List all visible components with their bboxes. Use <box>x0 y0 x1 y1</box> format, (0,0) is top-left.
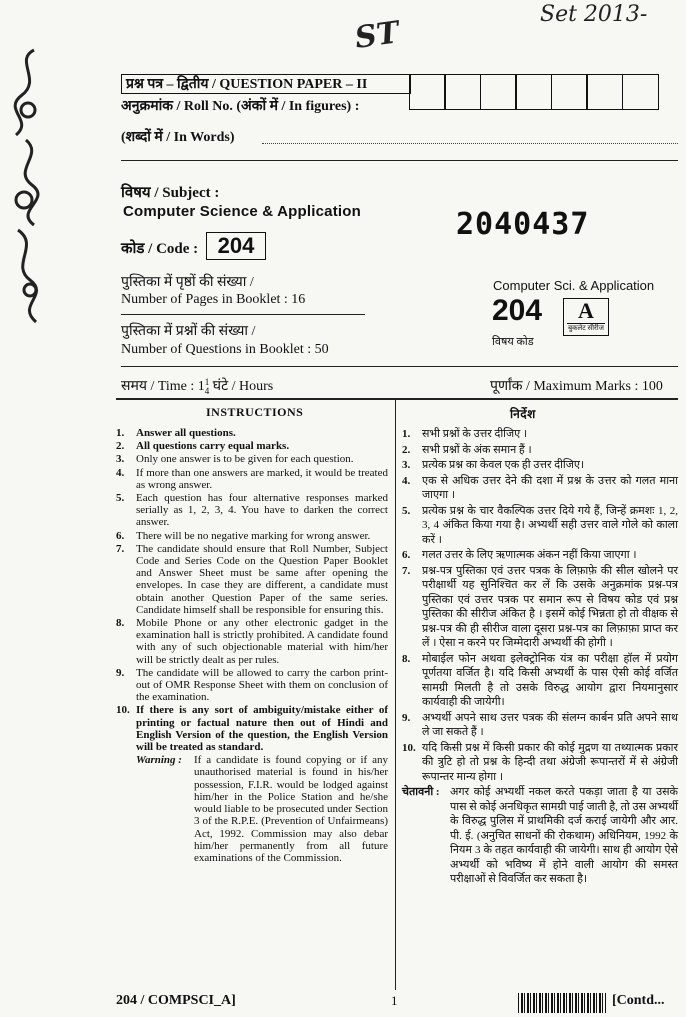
instruction-number: 9. <box>116 666 125 679</box>
instruction-number: 1. <box>402 428 411 440</box>
subject-name: Computer Science & Application <box>123 203 361 220</box>
instruction-item <box>116 543 388 616</box>
code-label: कोड / Code : <box>121 241 199 257</box>
instruction-item <box>116 440 388 452</box>
pages-label-hindi: पुस्तिका में पृष्ठों की संख्या / <box>121 275 254 290</box>
contd-label: [Contd... <box>612 993 665 1008</box>
instruction-item <box>402 741 678 785</box>
instruction-number: 7. <box>116 542 125 555</box>
instruction-item <box>402 652 678 710</box>
instruction-text: There will be no negative marking for wrong answer. <box>136 529 371 542</box>
divider <box>121 366 678 367</box>
instruction-item <box>116 530 388 542</box>
handwritten-set-note: Set 2013- <box>540 2 648 27</box>
warning-text-hindi: अगर कोई अभ्यर्थी नकल करते पकड़ा जाता है या उसके पास से कोई अनधिकृत सामग्री पाई जाती है, तो उस अभ्यर्थी के विरुद्ध पुलिस में प्राथमिकी दर्ज कराई जायेगी और आर. पी. ई. (अनुचित साधनों की रोकथाम) अधिनियम, 1992 के नियम 3 के तहत कार्यवाही की जायेगी। साथ ही आयोग ऐसे अभ्यर्थी को भविष्य में होने वाली आयोग की समस्त परीक्षाओं से विवर्जित कर सकता है। <box>450 786 678 885</box>
instruction-text: प्रश्न-पत्र पुस्तिका एवं उत्तर पत्रक के लिफ़ाफ़े की सील खोलने पर परीक्षार्थी यह सुनिश्चित कर लें कि उसके अनुक्रमांक प्रश्न-पत्र पुस्तिका एवं उत्तर पत्रक पर समान रूप से विषय कोड एवं प्रश्न पुस्तिका की सीरीज अंकित है । इसमें कोई भिन्नता हो तो वीक्षक से प्रश्न-पत्र की ही सीरीज वाला दूसरा प्रश्न-पत्र का लिफ़ाफ़ा प्राप्त कर लें । ऐसा न करने पर जिम्मेदारी अभ्यर्थी की होगी । <box>422 564 678 649</box>
instruction-text: The candidate will be allowed to carry the carbon print-out of OMR Response Sheet with them on conclusion of the examination. <box>136 666 388 704</box>
instruction-text: सभी प्रश्नों के अंक समान हैं । <box>422 443 532 456</box>
warning-label: Warning : <box>136 754 182 767</box>
instructions-heading: INSTRUCTIONS <box>206 405 304 419</box>
roll-cell[interactable] <box>480 74 517 110</box>
instruction-item <box>402 443 678 458</box>
instruction-text: गलत उत्तर के लिए ऋणात्मक अंकन नहीं किया जाएगा । <box>422 549 637 561</box>
roll-number-boxes[interactable] <box>410 74 659 110</box>
roll-cell[interactable] <box>622 74 659 110</box>
warning-english <box>136 754 388 864</box>
instruction-text: Answer all questions. <box>136 427 236 439</box>
roll-cell[interactable] <box>444 74 481 110</box>
badge-code: 204 <box>492 294 543 327</box>
instruction-number: 3. <box>116 453 125 466</box>
instruction-item <box>116 453 388 465</box>
instruction-item <box>402 548 678 563</box>
instruction-number: 5. <box>116 492 125 505</box>
questions-label-hindi: पुस्तिका में प्रश्नों की संख्या / <box>121 324 256 339</box>
words-line[interactable] <box>262 143 678 144</box>
instruction-text: अभ्यर्थी अपने साथ उत्तर पत्रक की संलग्न कार्बन प्रति अपने साथ ले जा सकते हैं । <box>422 711 678 738</box>
instruction-text: एक से अधिक उत्तर देने की दशा में प्रश्न के उत्तर को गलत माना जाएगा । <box>422 474 678 501</box>
instruction-text: मोबाईल फोन अथवा इलेक्ट्रोनिक यंत्र का परीक्षा हॉल में प्रयोग पूर्णतया वर्जित है। यदि किसी अभ्यर्थी के पास ऐसी कोई वर्जित सामग्री मिलती है तो उसके विरुद्ध आयोग द्वारा नियमानुसार कार्यवाही की जायेगी। <box>422 652 678 708</box>
instruction-text: Each question has four alternative responses marked serially as 1, 2, 3, 4. You have to darken the correct answer. <box>136 492 388 529</box>
instruction-number: 2. <box>116 440 125 453</box>
divider <box>121 160 678 161</box>
instruction-number: 9. <box>402 711 411 724</box>
instructions-hindi <box>402 427 678 887</box>
roll-cell[interactable] <box>551 74 588 110</box>
instruction-item <box>402 711 678 740</box>
instruction-number: 8. <box>402 652 411 665</box>
instruction-number: 10. <box>116 704 130 717</box>
instructions-english <box>116 427 388 864</box>
instruction-item <box>402 458 678 473</box>
subject-code: 204 <box>206 232 266 260</box>
warning-label-hindi: चेतावनी : <box>402 786 440 798</box>
instruction-item <box>116 617 388 666</box>
footer-code: 204 / COMPSCI_A] <box>116 993 236 1008</box>
instruction-item <box>402 427 678 442</box>
nirdesh-heading: निर्देश <box>510 407 536 421</box>
instruction-item <box>116 492 388 529</box>
instruction-item <box>402 504 678 548</box>
instruction-number: 5. <box>402 504 411 517</box>
instruction-number: 8. <box>116 617 125 630</box>
instruction-number: 7. <box>402 564 411 577</box>
barcode <box>518 993 606 1013</box>
time-suffix: घंटे / Hours <box>209 379 274 394</box>
roll-cell[interactable] <box>409 74 446 110</box>
subject-label: विषय / Subject : <box>121 185 220 201</box>
time-label <box>121 376 273 396</box>
instruction-number: 4. <box>116 466 125 479</box>
divider <box>116 398 678 400</box>
instruction-item <box>116 427 388 439</box>
handwritten-top-mark: ST <box>352 15 402 56</box>
instruction-number: 6. <box>116 529 125 542</box>
instruction-number: 3. <box>402 459 411 471</box>
instruction-number: 6. <box>402 549 411 561</box>
time-prefix: समय / Time : 1 <box>121 379 205 394</box>
warning-hindi <box>402 785 678 887</box>
badge-subject: Computer Sci. & Application <box>493 278 655 293</box>
column-divider <box>395 400 396 990</box>
instruction-item <box>116 467 388 491</box>
instruction-item <box>402 564 678 651</box>
instruction-text: प्रत्येक प्रश्न के चार वैकल्पिक उत्तर दिये गये हैं, जिन्हें क्रमशः 1, 2, 3, 4 अंकित किया गया है। अभ्यर्थी सही उत्तर वाले गोले को काला करें । <box>422 504 678 546</box>
series-caption: बुकलेट सीरीज <box>568 324 604 332</box>
fraction-den: 4 <box>204 385 210 396</box>
instruction-number: 1. <box>116 427 125 439</box>
questions-label: Number of Questions in Booklet : 50 <box>121 342 329 357</box>
warning-text: If a candidate is found copying or if any unauthorised material is found in his/her possession, F.I.R. would be lodged against him/her in the Police Station and he/she would liable to be prosecuted under Section 3 of the R.P.E. (Prevention of Unfairmeans) Act, 1992. Commission may also debar him/her permanently from all future examinations of the Commission. <box>194 754 388 864</box>
page-number: 1 <box>391 993 398 1008</box>
instruction-item <box>116 667 388 704</box>
question-paper-label: प्रश्न पत्र – द्वितीय / QUESTION PAPER – II <box>121 74 411 94</box>
instruction-text: यदि किसी प्रश्न में किसी प्रकार की कोई मुद्रण या तथ्यात्मक प्रकार की त्रुटि हो तो प्रश्न के हिन्दी तथा अंग्रेजी रूपान्तरों में से अंग्रेजी रूपान्तर मान्य होगा । <box>422 741 678 783</box>
instruction-text: Only one answer is to be given for each question. <box>136 453 354 466</box>
instruction-text: The candidate should ensure that Roll Number, Subject Code and Series Code on the Question Paper Booklet and Answer Sheet must be same after opening the envelopes. In case they are different, a candidate must obtain another Question Paper of the same series. Candidate himself shall be responsible for ensuring this. <box>136 542 388 616</box>
max-marks: पूर्णांक / Maximum Marks : 100 <box>490 379 663 394</box>
instruction-item <box>402 474 678 503</box>
instruction-text: सभी प्रश्नों के उत्तर दीजिए । <box>422 428 528 440</box>
instruction-text: Mobile Phone or any other electronic gadget in the examination hall is strictly prohibited. A candidate found with any of such objectionable material with him/her will be strictly dealt as per rules. <box>136 617 388 666</box>
roll-cell[interactable] <box>586 74 623 110</box>
instruction-item <box>116 704 388 753</box>
instruction-text: प्रत्येक प्रश्न का केवल एक ही उत्तर दीजिए। <box>422 459 585 471</box>
series-letter: A <box>578 298 594 323</box>
roll-number-label: अनुक्रमांक / Roll No. (अंकों में / In figures) : <box>121 99 360 114</box>
instruction-number: 2. <box>402 443 411 456</box>
ornament-decoration <box>4 40 48 330</box>
roll-cell[interactable] <box>515 74 552 110</box>
instruction-text: All questions carry equal marks. <box>136 440 290 453</box>
roll-in-words-label: (शब्दों में / In Words) <box>121 130 235 145</box>
instruction-number: 10. <box>402 741 416 754</box>
pages-label: Number of Pages in Booklet : 16 <box>121 292 306 307</box>
instruction-text: If there is any sort of ambiguity/mistake either of printing or factual nature then out of Hindi and English Version of the question, the English Version will be treated as standard. <box>136 704 388 754</box>
booklet-series-box <box>563 298 609 336</box>
divider <box>121 314 365 315</box>
serial-number: 2040437 <box>456 207 590 242</box>
instruction-text: If more than one answers are marked, it would be treated as wrong answer. <box>136 466 388 491</box>
instruction-number: 4. <box>402 474 411 487</box>
badge-code-hindi: विषय कोड <box>492 336 534 348</box>
fraction-num: 1 <box>204 376 210 387</box>
